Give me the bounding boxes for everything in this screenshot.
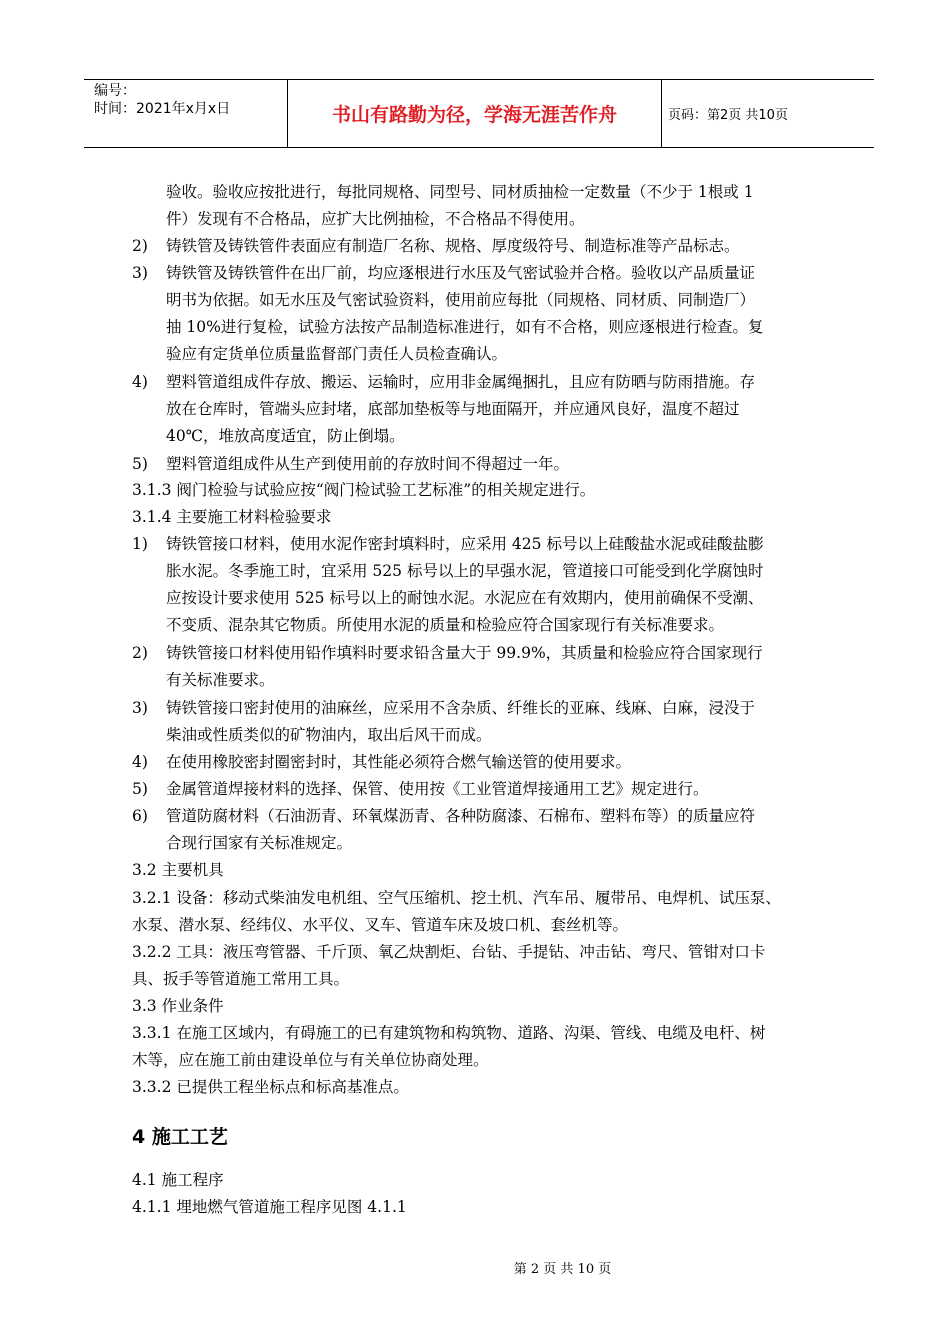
page-footer xyxy=(0,1258,950,1277)
paragraph-line: 件）发现有不合格品，应扩大比例抽检，不合格品不得使用。 xyxy=(166,210,585,228)
list-item: 塑料管道组成件从生产到使用前的存放时间不得超过一年。 xyxy=(166,455,570,473)
section-3-3-1: 3.3.1 在施工区域内，有碍施工的已有建筑物和构筑物、道路、沟渠、管线、电缆及电杆、树 xyxy=(132,1024,766,1042)
section-3-2: 3.2 主要机具 xyxy=(132,861,224,879)
doc-code-label: 编号： xyxy=(94,83,136,99)
list-item-line: 明书为依据。如无水压及气密试验资料，使用前应每批（同规格、同材质、同制造厂） xyxy=(166,291,756,309)
list-number: 4) xyxy=(132,373,148,391)
list-number: 1) xyxy=(132,535,148,553)
section-4-1: 4.1 施工程序 xyxy=(132,1171,224,1189)
page-header xyxy=(84,79,874,148)
list-number: 5) xyxy=(132,780,148,798)
section-3-2-2: 3.2.2 工具：液压弯管器、千斤顶、氧乙炔割炬、台钻、手提钻、冲击钻、弯尺、管钳对口卡 xyxy=(132,943,766,961)
list-item: 金属管道焊接材料的选择、保管、使用按《工业管道焊接通用工艺》规定进行。 xyxy=(166,780,709,798)
list-item: 铸铁管接口密封使用的油麻丝，应采用不含杂质、纤维长的亚麻、线麻、白麻，浸没于 xyxy=(166,699,756,717)
list-item-line: 验应有定货单位质量监督部门责任人员检查确认。 xyxy=(166,345,508,363)
list-item-line: 应按设计要求使用 525 标号以上的耐蚀水泥。水泥应在有效期内，使用前确保不受潮、 xyxy=(166,589,764,607)
footer-page-number: 第 2 页 共 10 页 xyxy=(513,1262,612,1277)
list-item-line: 不变质、混杂其它物质。所使用水泥的质量和检验应符合国家现行有关标准要求。 xyxy=(166,616,725,634)
section-3-1-4: 3.1.4 主要施工材料检验要求 xyxy=(132,508,332,526)
list-number: 3) xyxy=(132,699,148,717)
list-item: 管道防腐材料（石油沥青、环氧煤沥青、各种防腐漆、石棉布、塑料布等）的质量应符 xyxy=(166,807,756,825)
section-4-1-1: 4.1.1 埋地燃气管道施工程序见图 4.1.1 xyxy=(132,1198,407,1216)
list-item-line: 合现行国家有关标准规定。 xyxy=(166,834,353,852)
list-item: 铸铁管及铸铁管件在出厂前，均应逐根进行水压及气密试验并合格。验收以产品质量证 xyxy=(166,264,756,282)
list-item: 铸铁管接口材料使用铅作填料时要求铅含量大于 99.9%，其质量和检验应符合国家现行 xyxy=(166,644,763,662)
header-page-label: 页码：第2页 共10页 xyxy=(668,108,788,123)
list-item: 铸铁管及铸铁管件表面应有制造厂名称、规格、厚度级符号、制造标准等产品标志。 xyxy=(166,237,740,255)
section-3-3-2: 3.3.2 已提供工程坐标点和标高基准点。 xyxy=(132,1078,409,1096)
section-3-2-1: 3.2.1 设备：移动式柴油发电机组、空气压缩机、挖土机、汽车吊、履带吊、电焊机、试压泵、 xyxy=(132,889,781,907)
section-heading-4: 4 施工工艺 xyxy=(132,1126,228,1148)
section-3-3: 3.3 作业条件 xyxy=(132,997,224,1015)
list-number: 2) xyxy=(132,644,148,662)
list-item-line: 40℃，堆放高度适宜，防止倒塌。 xyxy=(166,427,405,445)
list-item-line: 胀水泥。冬季施工时，宜采用 525 标号以上的早强水泥，管道接口可能受到化学腐蚀时 xyxy=(166,562,764,580)
section-3-3-1-line: 木等，应在施工前由建设单位与有关单位协商处理。 xyxy=(132,1051,489,1069)
list-item-line: 柴油或性质类似的矿物油内，取出后风干而成。 xyxy=(166,726,492,744)
list-number: 3) xyxy=(132,264,148,282)
list-item-line: 放在仓库时，管端头应封堵，底部加垫板等与地面隔开，并应通风良好，温度不超过 xyxy=(166,400,740,418)
list-number: 6) xyxy=(132,807,148,825)
list-number: 4) xyxy=(132,753,148,771)
list-item: 塑料管道组成件存放、搬运、运输时，应用非金属绳捆扎，且应有防晒与防雨措施。存 xyxy=(166,373,756,391)
list-number: 2) xyxy=(132,237,148,255)
header-motto: 书山有路勤为径，学海无涯苦作舟 xyxy=(287,80,662,147)
section-3-2-1-line: 水泵、潜水泵、经纬仪、水平仪、叉车、管道车床及坡口机、套丝机等。 xyxy=(132,916,629,934)
list-item: 铸铁管接口材料，使用水泥作密封填料时，应采用 425 标号以上硅酸盐水泥或硅酸盐膨 xyxy=(166,535,764,553)
list-number: 5) xyxy=(132,455,148,473)
list-item-line: 有关标准要求。 xyxy=(166,671,275,689)
section-3-2-2-line: 具、扳手等管道施工常用工具。 xyxy=(132,970,350,988)
list-item-line: 抽 10%进行复检，试验方法按产品制造标准进行，如有不合格，则应逐根进行检查。复 xyxy=(166,318,764,336)
list-item: 在使用橡胶密封圈密封时，其性能必须符合燃气输送管的使用要求。 xyxy=(166,753,632,771)
section-3-1-3: 3.1.3 阀门检验与试验应按“阀门检试验工艺标准”的相关规定进行。 xyxy=(132,481,596,499)
header-meta xyxy=(94,82,284,118)
doc-time-label: 时间：2021年x月x日 xyxy=(94,101,231,117)
paragraph-line: 验收。验收应按批进行，每批同规格、同型号、同材质抽检一定数量（不少于 1根或 1 xyxy=(166,183,754,201)
